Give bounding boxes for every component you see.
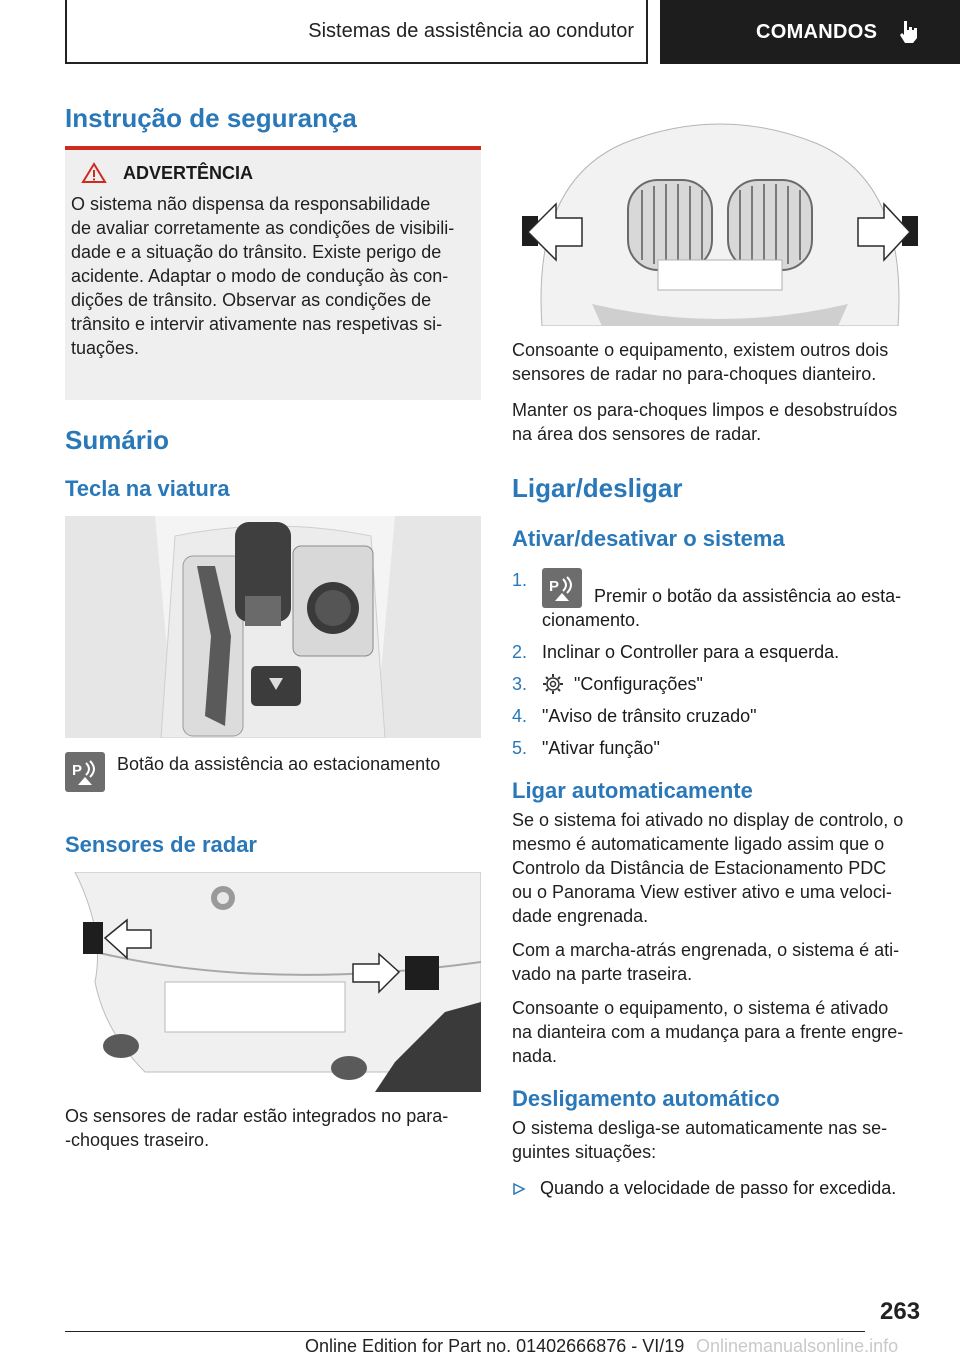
warning-triangle-icon bbox=[81, 162, 107, 184]
header-chapter-label: COMANDOS bbox=[756, 20, 878, 43]
radar-sensor-right bbox=[405, 956, 439, 990]
step-number: 2. bbox=[512, 642, 528, 662]
step-number: 5. bbox=[512, 738, 528, 758]
step-text: "Aviso de trânsito cruzado" bbox=[542, 706, 757, 726]
step-item bbox=[512, 568, 928, 632]
activate-title: Ativar/desativar o sistema bbox=[512, 526, 785, 551]
radar-title: Sensores de radar bbox=[65, 832, 257, 857]
auto-on-title: Ligar automaticamente bbox=[512, 778, 753, 803]
auto-on-p3 bbox=[512, 996, 928, 1068]
footer-divider bbox=[65, 1331, 865, 1332]
triangle-bullet-icon bbox=[512, 1182, 526, 1196]
park-assist-button-icon bbox=[542, 568, 582, 608]
warning-line: O sistema não dispensa da responsabilidade bbox=[71, 194, 431, 214]
park-assist-caption: Botão da assistência ao estacionamento bbox=[117, 754, 441, 774]
svg-text:P: P bbox=[549, 578, 560, 595]
auto-on-line: mesmo é automaticamente ligado assim que o bbox=[512, 834, 885, 854]
center-console-illustration bbox=[65, 516, 481, 738]
header-section-label: Sistemas de assistência ao condutor bbox=[308, 19, 634, 42]
warning-line: trânsito e intervir ativamente nas respetivas si- bbox=[71, 314, 443, 334]
footer-edition: Online Edition for Part no. 01402666876 - VI/19 bbox=[305, 1336, 685, 1356]
onoff-title: Ligar/desligar bbox=[512, 473, 683, 503]
step-item bbox=[512, 672, 928, 696]
auto-off-line: guintes situações: bbox=[512, 1142, 657, 1162]
warning-line: tuações. bbox=[71, 338, 140, 358]
activation-steps bbox=[512, 568, 928, 760]
auto-on-line: dade engrenada. bbox=[512, 906, 649, 926]
warning-box bbox=[65, 146, 481, 400]
front-sensors-text bbox=[512, 338, 928, 386]
step-item bbox=[512, 704, 928, 728]
header-chapter bbox=[660, 0, 960, 64]
warning-heading bbox=[71, 162, 475, 184]
warning-label: ADVERTÊNCIA bbox=[123, 162, 254, 183]
clean-line: Manter os para-choques limpos e desobstruídos bbox=[512, 400, 898, 420]
auto-off-p bbox=[512, 1116, 928, 1164]
front-line: Consoante o equipamento, existem outros dois bbox=[512, 340, 889, 360]
step-text: "Ativar função" bbox=[542, 738, 660, 758]
rear-bumper-figure bbox=[65, 872, 481, 1092]
step-number: 4. bbox=[512, 706, 528, 726]
auto-off-title: Desligamento automático bbox=[512, 1086, 780, 1111]
radar-sensor-left bbox=[83, 922, 103, 954]
park-assist-button-icon bbox=[65, 752, 105, 792]
step-item bbox=[512, 736, 928, 760]
auto-on-line: na dianteira com a mudança para a frente engre- bbox=[512, 1022, 904, 1042]
summary-title: Sumário bbox=[65, 425, 170, 455]
auto-on-line: Consoante o equipamento, o sistema é ativado bbox=[512, 998, 889, 1018]
warning-line: dições de trânsito. Observar as condições de bbox=[71, 290, 432, 310]
warning-line: dade e a situação do trânsito. Existe perigo de bbox=[71, 242, 442, 262]
radar-line: Os sensores de radar estão integrados no para- bbox=[65, 1106, 449, 1126]
auto-on-line: nada. bbox=[512, 1046, 558, 1066]
radar-line: -choques traseiro. bbox=[65, 1130, 210, 1150]
bullet-item bbox=[512, 1176, 928, 1200]
gear-icon bbox=[542, 673, 564, 695]
hand-pointer-icon bbox=[897, 19, 921, 45]
step-text-cont: cionamento. bbox=[542, 610, 641, 630]
auto-on-line: Com a marcha-atrás engrenada, o sistema é ati- bbox=[512, 940, 900, 960]
step-text: "Configurações" bbox=[574, 674, 703, 694]
radar-text bbox=[65, 1104, 481, 1152]
center-console-figure bbox=[65, 516, 481, 738]
warning-line: acidente. Adaptar o modo de condução às con- bbox=[71, 266, 449, 286]
warning-line: de avaliar corretamente as condições de visibili- bbox=[71, 218, 455, 238]
left-column bbox=[65, 100, 481, 1152]
svg-text:P: P bbox=[72, 762, 83, 779]
button-title: Tecla na viatura bbox=[65, 476, 230, 501]
rear-bumper-illustration bbox=[65, 872, 481, 1092]
clean-line: na área dos sensores de radar. bbox=[512, 424, 762, 444]
auto-on-p2 bbox=[512, 938, 928, 986]
step-number: 3. bbox=[512, 674, 528, 694]
bullet-text: Quando a velocidade de passo for excedida. bbox=[540, 1178, 897, 1198]
auto-off-line: O sistema desliga-se automaticamente nas se- bbox=[512, 1118, 888, 1138]
auto-on-p1 bbox=[512, 808, 928, 928]
front-line: sensores de radar no para-choques dianteiro. bbox=[512, 364, 877, 384]
footer-watermark: Onlinemanualsonline.info bbox=[696, 1336, 899, 1356]
header-section bbox=[65, 0, 648, 64]
step-text: Premir o botão da assistência ao esta- bbox=[594, 586, 902, 606]
clean-text bbox=[512, 398, 928, 446]
front-bumper-figure bbox=[512, 104, 928, 326]
auto-on-line: Se o sistema foi ativado no display de controlo, o bbox=[512, 810, 904, 830]
auto-on-line: Controlo da Distância de Estacionamento PDC bbox=[512, 858, 887, 878]
auto-on-line: ou o Panorama View estiver ativo e uma veloci- bbox=[512, 882, 892, 902]
page-number: 263 bbox=[880, 1298, 921, 1325]
front-bumper-illustration bbox=[512, 104, 928, 326]
auto-on-line: vado na parte traseira. bbox=[512, 964, 693, 984]
park-assist-caption-row bbox=[65, 752, 481, 792]
right-column bbox=[512, 100, 928, 1200]
step-body bbox=[542, 568, 901, 632]
safety-title: Instrução de segurança bbox=[65, 103, 357, 133]
step-number: 1. bbox=[512, 570, 528, 590]
step-item bbox=[512, 640, 928, 664]
step-text: Inclinar o Controller para a esquerda. bbox=[542, 642, 840, 662]
